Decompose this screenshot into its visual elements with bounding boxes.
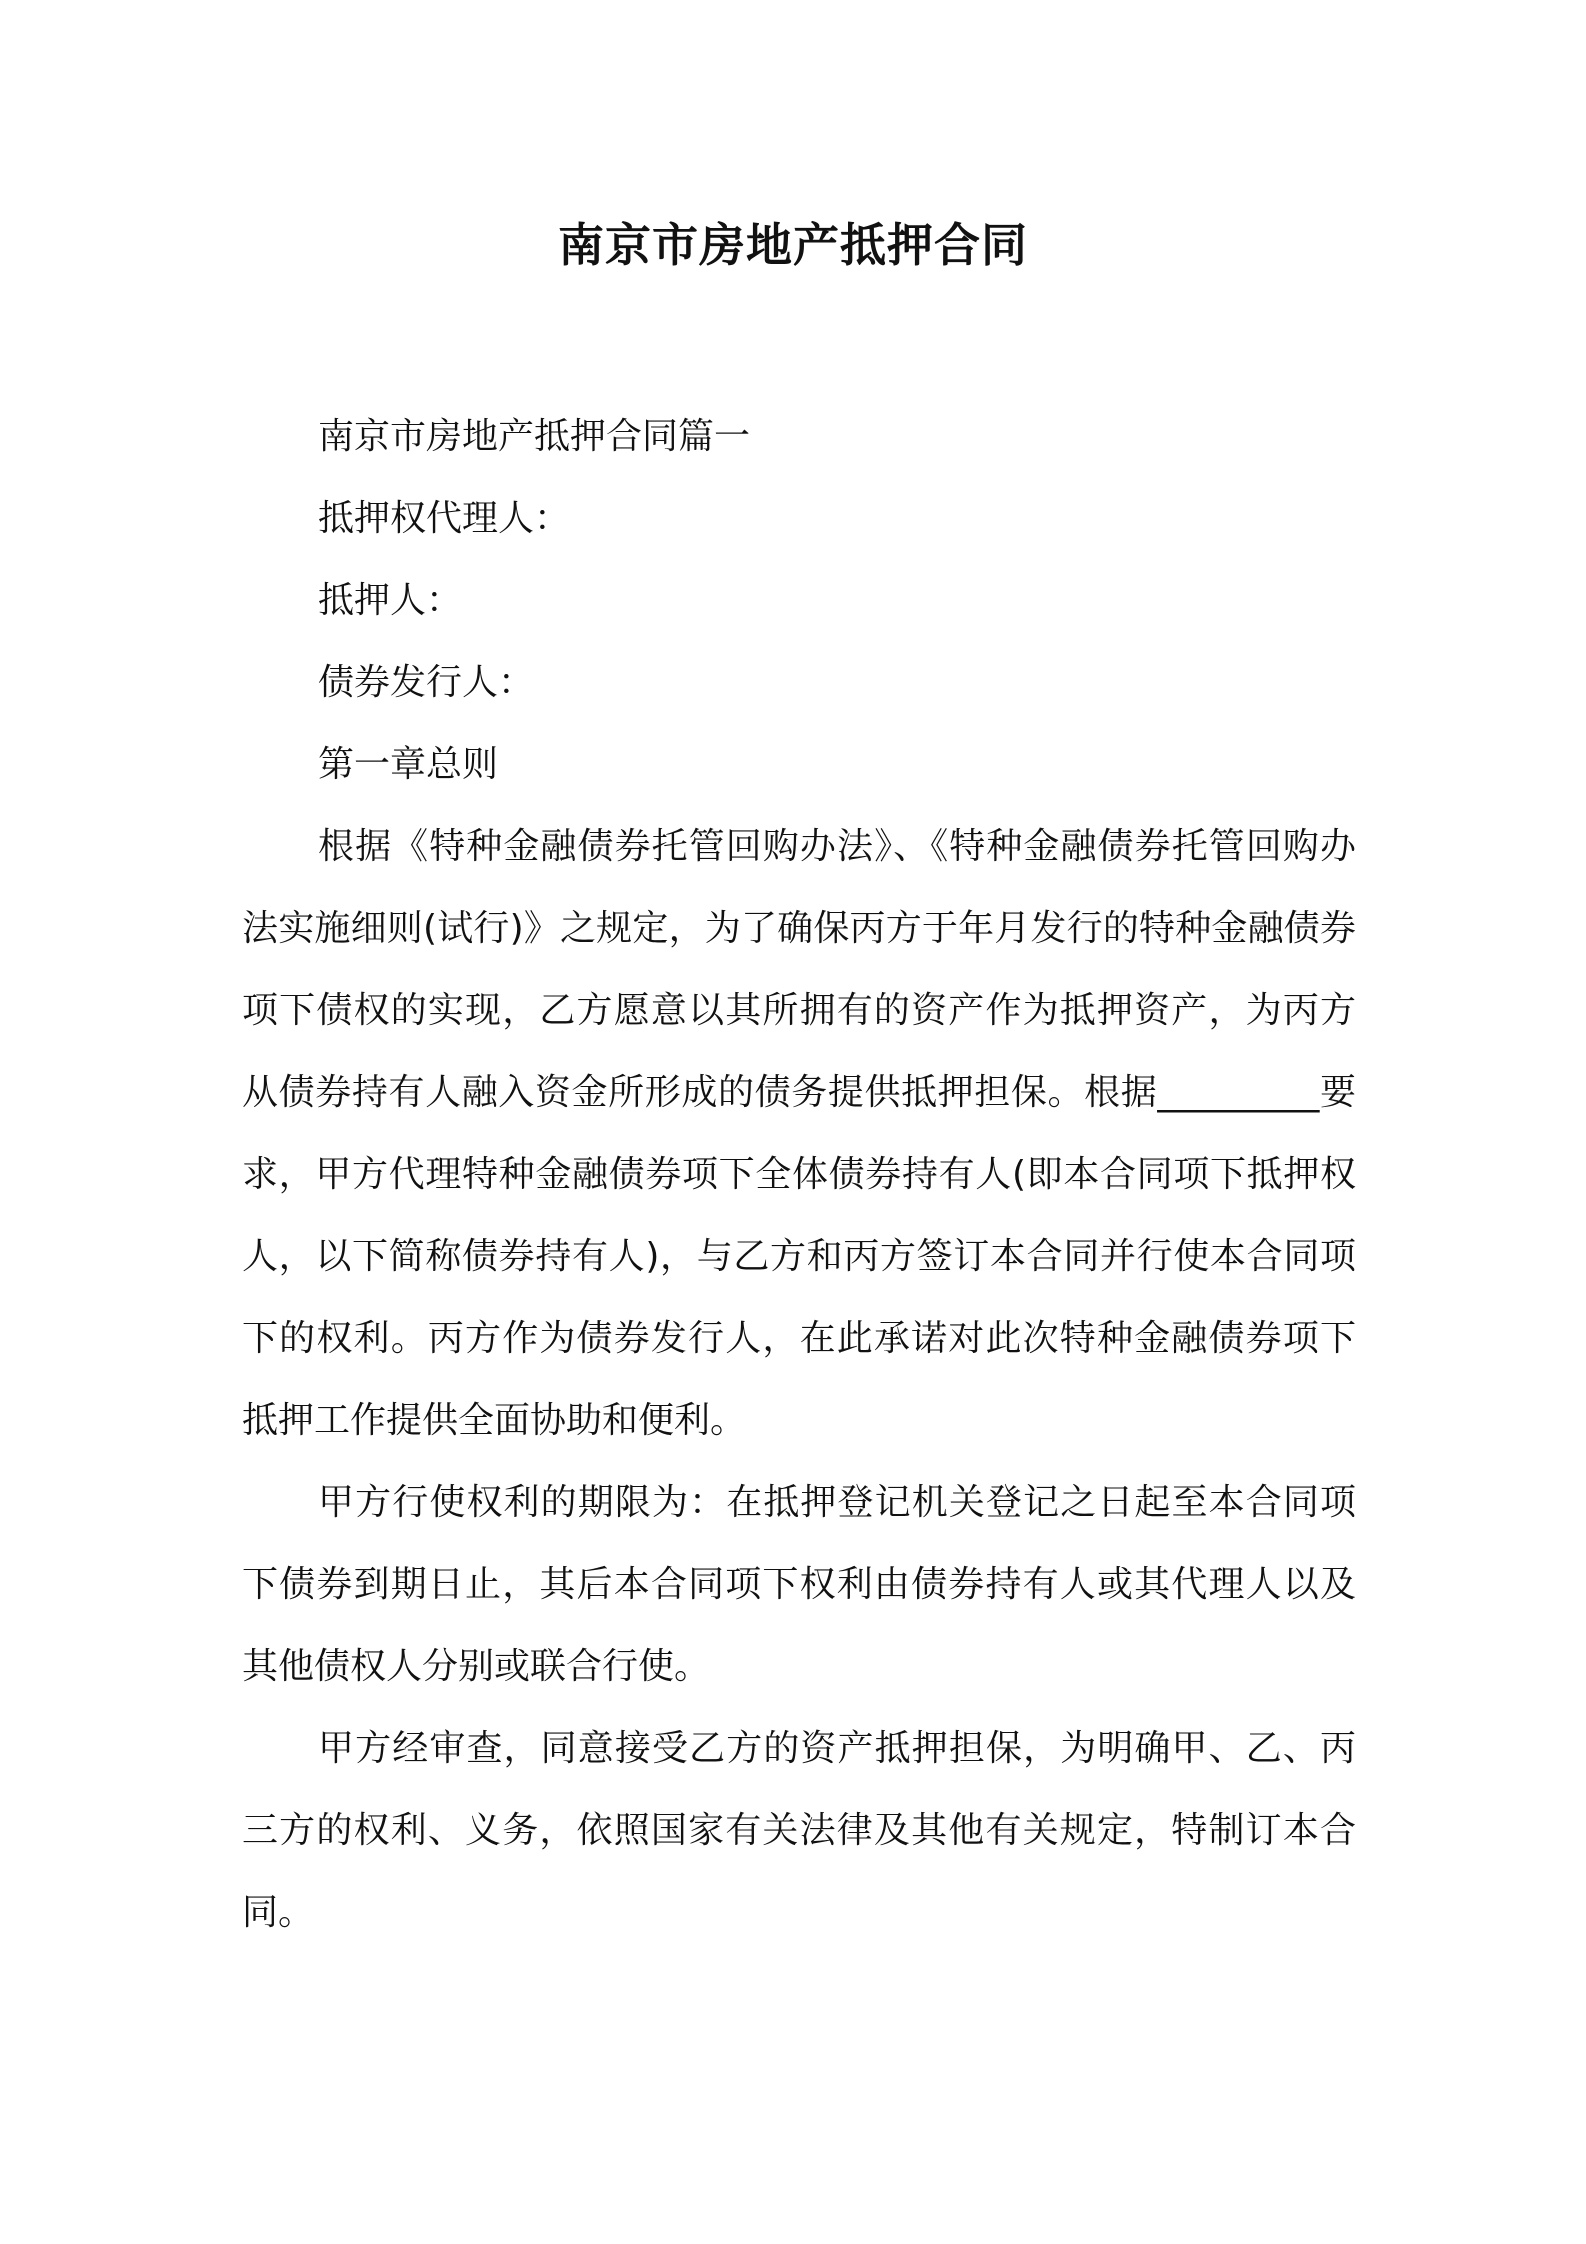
bond-issuer-line: 债券发行人： <box>318 662 535 703</box>
chapter-heading: 第一章总则 <box>318 744 499 785</box>
body-paragraph: 甲方行使权利的期限为：在抵押登记机关登记之日起至本合同项下债券到期日止，其后本合同项下权利由债券持有人或其代理人以及其他债权人分别或联合行使。 <box>242 1482 1356 1687</box>
document-body <box>242 396 1356 1954</box>
body-paragraph: 甲方经审查，同意接受乙方的资产抵押担保，为明确甲、乙、丙三方的权利、义务，依照国家有关法律及其他有关规定，特制订本合同。 <box>242 1728 1356 1933</box>
mortgagor-line: 抵押人： <box>318 580 463 621</box>
body-paragraph: 根据《特种金融债券托管回购办法》、《特种金融债券托管回购办法实施细则(试行)》之规定，为了确保丙方于年月发行的特种金融债券项下债权的实现，乙方愿意以其所拥有的资产作为抵押资产，为丙方从债券持有人融入资金所形成的债务提供抵押担保。根据_________要求，甲方代理特种金融债券项下全体债券持有人(即本合同项下抵押权人，以下简称债券持有人)，与乙方和丙方签订本合同并行使本合同项下的权利。丙方作为债券发行人，在此承诺对此次特种金融债券项下抵押工作提供全面协助和便利。 <box>242 826 1356 1441</box>
section-heading: 南京市房地产抵押合同篇一 <box>318 416 751 457</box>
mortgagee-agent-line: 抵押权代理人： <box>318 498 571 539</box>
document-title: 南京市房地产抵押合同 <box>558 218 1028 272</box>
